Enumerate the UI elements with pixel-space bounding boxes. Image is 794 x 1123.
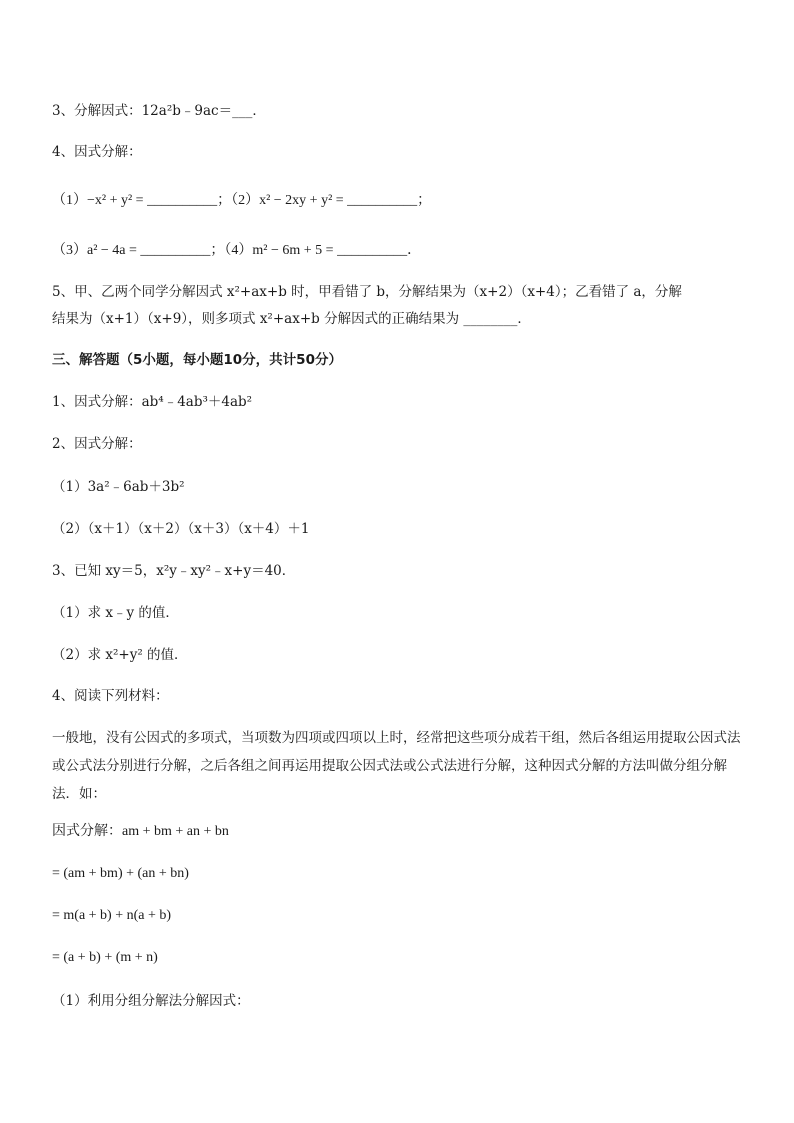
answer-3-part-2: （2）求 x²+y² 的值． — [52, 647, 188, 663]
example-line-2: = m(a + b) + n(a + b) — [52, 908, 172, 923]
section-3-heading: 三、解答题（5小题，每小题10分，共计50分） — [52, 352, 342, 368]
answer-4-paragraph: 一般地，没有公因式的多项式，当项数为四项或四项以上时，经常把这些项分成若干组，然后各组运用提取公因式法或公式法分别进行分解，之后各组之间再运用提取公因式法或公式法进行分解，这种因式分解的方法叫做分组分解法．如： — [52, 730, 741, 802]
answer-3-part-1: （1）求 x﹣y 的值． — [52, 605, 179, 621]
question-5-line-2: 结果为（x+1）（x+9），则多项式 x²+ax+b 分解因式的正确结果为 ________． — [52, 311, 531, 327]
answer-2-part-2: （2）（x＋1）（x＋2）（x＋3）（x＋4）＋1 — [52, 521, 310, 537]
answer-2-part-1: （1）3a²﹣6ab＋3b² — [52, 479, 185, 495]
answer-4-sub-1: （1）利用分组分解法分解因式： — [52, 993, 250, 1009]
example-line-1: = (am + bm) + (an + bn) — [52, 866, 189, 881]
question-3-factor: 3、分解因式：12a²b﹣9ac＝___． — [52, 103, 266, 119]
question-5-line-1: 5、甲、乙两个同学分解因式 x²+ax+b 时，甲看错了 b，分解结果为（x+2）（x+4）；乙看错了 a，分解 — [52, 284, 682, 300]
question-4-row-1: （1）−x² + y² = __________；（2）x² − 2xy + y² = __________； — [52, 193, 432, 208]
question-4-row-2: （3）a² − 4a = __________；（4）m² − 6m + 5 = __________． — [52, 243, 422, 258]
answer-3-given: 3、已知 xy＝5，x²y﹣xy²﹣x+y＝40． — [52, 563, 296, 579]
answer-2-title: 2、因式分解： — [52, 436, 142, 452]
answer-1-factor: 1、因式分解：ab⁴﹣4ab³＋4ab² — [52, 394, 253, 410]
answer-4-title: 4、阅读下列材料： — [52, 688, 169, 704]
example-line-0: 因式分解：am + bm + an + bn — [52, 824, 229, 839]
question-4-title: 4、因式分解： — [52, 144, 142, 160]
example-line-3: = (a + b) + (m + n) — [52, 950, 158, 965]
